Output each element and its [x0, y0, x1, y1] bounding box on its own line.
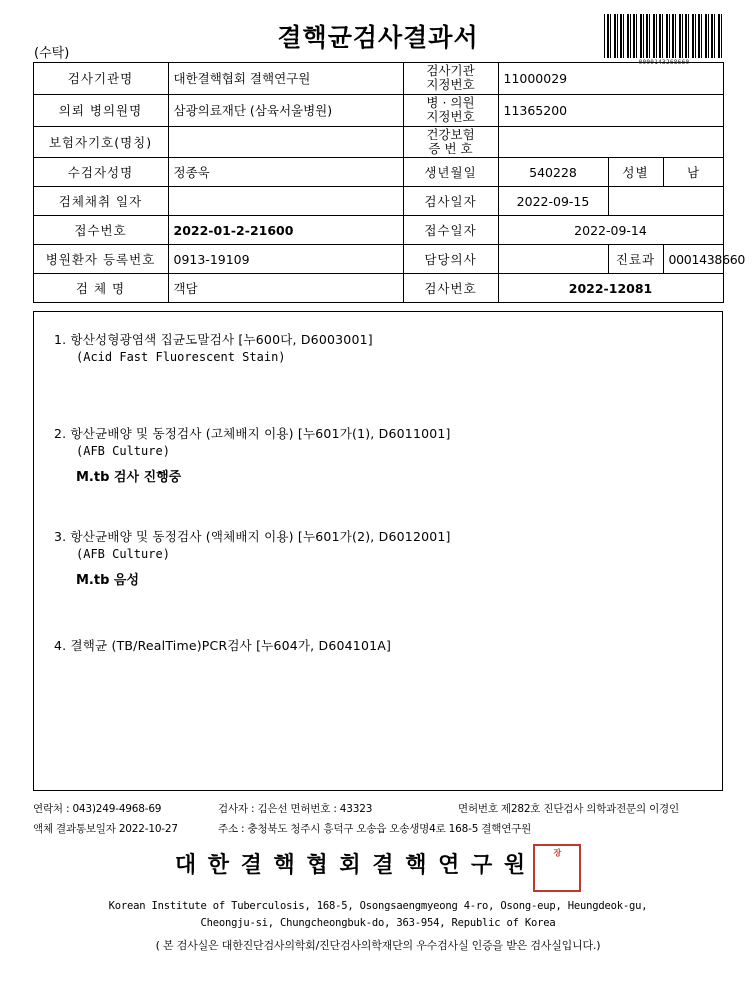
patient-info-table: [33, 62, 746, 303]
value-hospital-patient-id: 0913-19109: [168, 245, 403, 274]
result-item-3: [54, 527, 702, 588]
table-row: [33, 216, 723, 245]
results-box: [33, 311, 723, 791]
contact-field: [33, 801, 218, 816]
document-header: [0, 0, 756, 66]
value-collection-date: [168, 187, 403, 216]
value-gender: 남: [663, 158, 723, 187]
organization-name-line: [33, 842, 723, 890]
table-row: [33, 126, 723, 158]
label-test-number: 검사번호: [403, 274, 498, 303]
label-specimen: 검 체 명: [33, 274, 168, 303]
value-insurance: [168, 126, 403, 158]
contact-label: 연락처 :: [33, 803, 70, 816]
value-agency-name: 대한결핵협회 결핵연구원: [168, 63, 403, 95]
label-receipt-number: 접수번호: [33, 216, 168, 245]
table-row: [33, 63, 723, 95]
value-insurance-card: [498, 126, 723, 158]
license-note: 면허번호 제282호 진단검사 의학과전문의 이경인: [458, 803, 679, 816]
label-insurance-card: 건강보험 증 번 호: [403, 126, 498, 158]
value-receipt-date: 2022-09-14: [498, 216, 723, 245]
english-line-1: Korean Institute of Tuberculosis, 168-5, Osongsaengmyeong 4-ro, Osong-eup, Heungdeok-gu,: [108, 900, 648, 913]
value-agency-code: 11000029: [498, 63, 723, 95]
barcode-image: [604, 14, 722, 58]
entrust-label: (수탁): [34, 46, 70, 61]
value-clinic-name: 삼광의료재단 (삼육서울병원): [168, 94, 403, 126]
value-birthdate: 540228: [498, 158, 608, 187]
value-patient-name: 정종욱: [168, 158, 403, 187]
value-receipt-number: 2022-01-2-21600: [168, 216, 403, 245]
document-footer: [33, 801, 723, 953]
table-row: [33, 245, 723, 274]
certification-note: ( 본 검사실은 대한진단검사의학회/진단검사의학재단의 우수검사실 인증을 받은 검사실입니다.): [155, 938, 601, 952]
barcode: [604, 14, 724, 66]
label-clinic-code: 병 · 의원 지정번호: [403, 94, 498, 126]
result-subtitle: (AFB Culture): [76, 444, 170, 459]
inspector-value: 김은선 면허번호 : 43323: [257, 803, 373, 816]
label-receipt-date: 접수일자: [403, 216, 498, 245]
liquid-report-value: 2022-10-27: [118, 823, 178, 836]
result-item-1: [54, 330, 702, 364]
address-field: [218, 821, 723, 836]
label-birthdate: 생년월일: [403, 158, 498, 187]
value-doctor: [498, 245, 608, 274]
inspector-field: [218, 801, 458, 816]
label-hospital-patient-id: 병원환자 등록번호: [33, 245, 168, 274]
stamp-text: 장: [553, 849, 561, 859]
official-stamp: [533, 844, 581, 892]
label-agency-name: 검사기관명: [33, 63, 168, 95]
footer-row-contact: [33, 801, 723, 816]
value-department: 0001438660: [663, 245, 723, 274]
result-item-4: [54, 636, 702, 654]
barcode-number: 0000143268660: [638, 59, 690, 66]
liquid-report-field: [33, 821, 218, 836]
result-subtitle: (Acid Fast Fluorescent Stain): [76, 350, 286, 365]
label-department: 진료과: [608, 245, 663, 274]
label-insurance: 보험자기호(명칭): [33, 126, 168, 158]
spacer: [54, 372, 702, 424]
result-title: 3. 항산균배양 및 동정검사 (액체배지 이용) [누601가(2), D6012001]: [54, 529, 451, 545]
result-item-2: [54, 424, 702, 485]
inspector-label: 검사자 :: [218, 803, 255, 816]
result-value: M.tb 음성: [76, 573, 140, 589]
result-title: 1. 항산성형광염색 집균도말검사 [누600다, D6003001]: [54, 332, 373, 348]
label-test-date: 검사일자: [403, 187, 498, 216]
result-title: 4. 결핵균 (TB/RealTime)PCR검사 [누604가, D604101A]: [54, 638, 392, 654]
result-value: M.tb 검사 진행중: [76, 470, 182, 486]
value-test-date: 2022-09-15: [498, 187, 608, 216]
address-label: 주소 :: [218, 823, 245, 836]
result-subtitle: (AFB Culture): [76, 547, 170, 562]
table-row: [33, 187, 723, 216]
value-specimen: 객담: [168, 274, 403, 303]
label-doctor: 담당의사: [403, 245, 498, 274]
value-test-number: 2022-12081: [498, 274, 723, 303]
english-line-2: Cheongju-si, Chungcheongbuk-do, 363-954, Republic of Korea: [200, 916, 556, 929]
spacer: [54, 596, 702, 636]
page-title: 결핵균검사결과서: [277, 23, 479, 52]
label-agency-code: 검사기관 지정번호: [403, 63, 498, 95]
label-patient-name: 수검자성명: [33, 158, 168, 187]
table-row: [33, 158, 723, 187]
liquid-report-label: 액체 결과통보일자: [33, 823, 116, 836]
value-clinic-code: 11365200: [498, 94, 723, 126]
empty-cell: [608, 187, 723, 216]
table-row: [33, 274, 723, 303]
label-clinic-name: 의뢰 병의원명: [33, 94, 168, 126]
label-gender: 성별: [608, 158, 663, 187]
organization-name: 대 한 결 핵 협 회 결 핵 연 구 원: [174, 853, 528, 879]
address-value: 충청북도 청주시 흥덕구 오송읍 오송생명4로 168-5 결핵연구원: [247, 823, 532, 836]
table-row: [33, 94, 723, 126]
footer-row-address: [33, 821, 723, 836]
result-title: 2. 항산균배양 및 동정검사 (고체배지 이용) [누601가(1), D6011001]: [54, 426, 451, 442]
spacer: [54, 493, 702, 527]
contact-value: 043)249-4968-69: [72, 803, 162, 816]
label-collection-date: 검체채취 일자: [33, 187, 168, 216]
english-address: [33, 898, 723, 931]
